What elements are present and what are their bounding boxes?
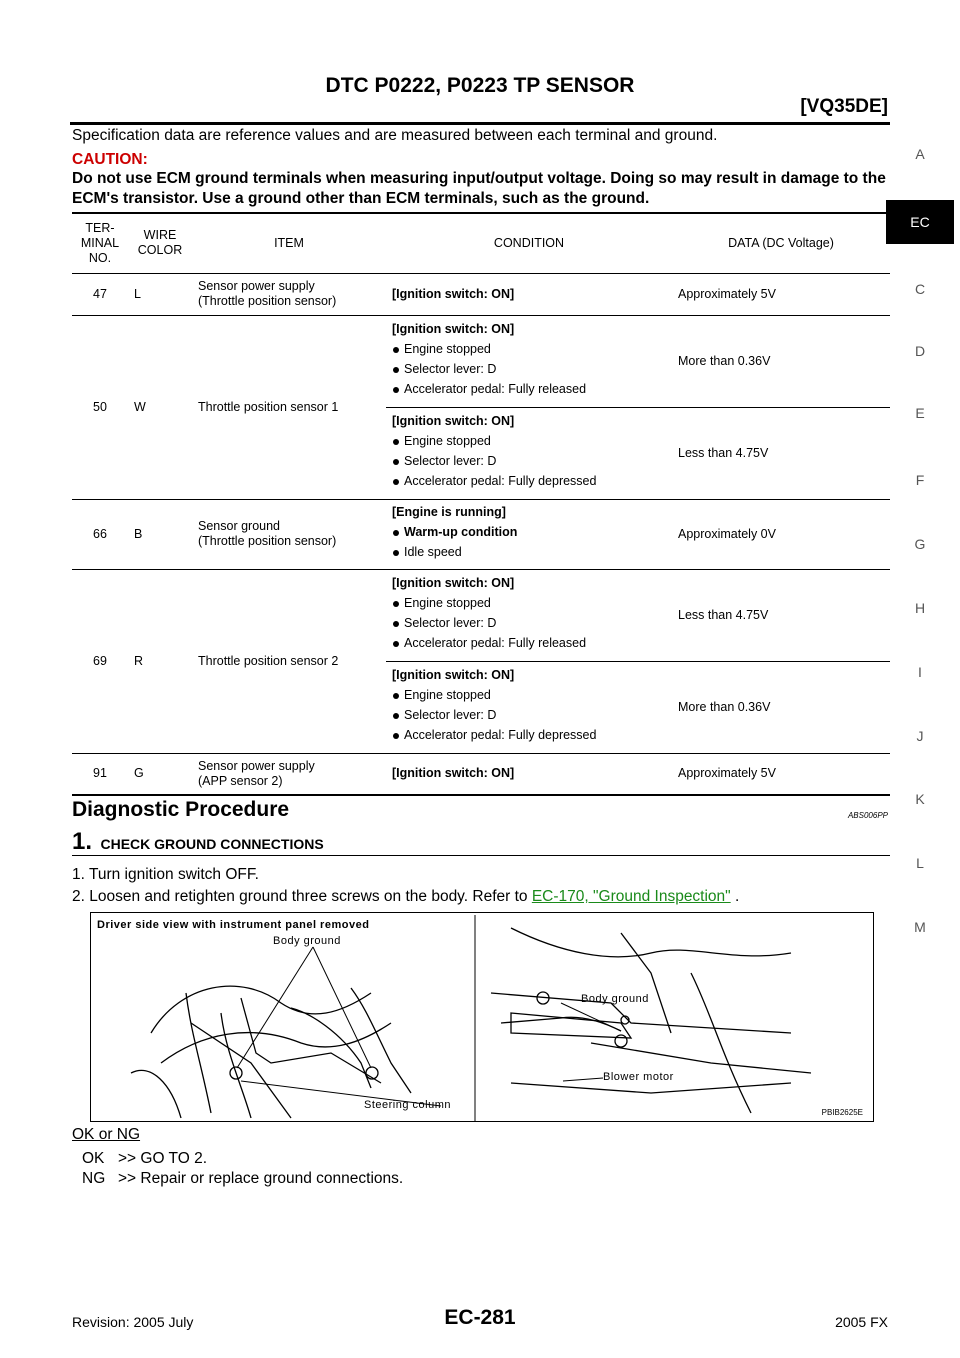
cell-item: Sensor power supply (Throttle position sensor): [192, 273, 386, 315]
result-ok-key: OK: [82, 1150, 105, 1167]
instruction-2-text: 2. Loosen and retighten ground three screws on the body. Refer to: [72, 888, 532, 905]
instruction-1: 1. Turn ignition switch OFF.: [72, 866, 259, 883]
label-body-ground-right: Body ground: [581, 993, 649, 1005]
step-title: CHECK GROUND CONNECTIONS: [100, 836, 324, 852]
cell-terminal: 50: [72, 315, 128, 499]
condition-item: Accelerator pedal: Fully depressed: [392, 473, 666, 490]
cell-condition: [386, 499, 672, 569]
condition-item: Engine stopped: [392, 341, 666, 358]
cell-wire: R: [128, 569, 192, 753]
condition-heading: [Ignition switch: ON]: [392, 322, 515, 336]
table-row: [72, 315, 890, 407]
cell-data: Approximately 0V: [672, 499, 890, 569]
condition-list: [392, 687, 666, 744]
page-title: DTC P0222, P0223 TP SENSOR: [325, 74, 635, 97]
condition-list: [392, 524, 666, 561]
condition-item: Accelerator pedal: Fully released: [392, 635, 666, 652]
index-letter-d[interactable]: D: [914, 343, 926, 359]
footer-revision: Revision: 2005 July: [72, 1314, 194, 1330]
table-header-row: [72, 213, 890, 273]
section-code: ABS006PP: [847, 811, 888, 820]
table-row: [72, 569, 890, 661]
table-row: [72, 753, 890, 795]
label-body-ground-left: Body ground: [273, 935, 341, 947]
index-letter-i[interactable]: I: [918, 664, 922, 680]
index-letter-e[interactable]: E: [915, 405, 925, 421]
caution-label: CAUTION:: [72, 151, 148, 168]
condition-item: Idle speed: [392, 544, 666, 561]
cell-condition: [Ignition switch: ON]: [386, 753, 672, 795]
cell-data: Approximately 5V: [672, 753, 890, 795]
condition-item: Engine stopped: [392, 433, 666, 450]
header-item: ITEM: [192, 213, 386, 273]
result-ng-text: >> Repair or replace ground connections.: [118, 1170, 404, 1187]
index-letter-h[interactable]: H: [914, 600, 926, 616]
step-rule: [72, 855, 890, 856]
condition-list: [392, 595, 666, 652]
result-ng-key: NG: [82, 1170, 106, 1187]
figure-illustration: [91, 913, 874, 1122]
cell-condition: [386, 569, 672, 661]
index-letter-ec[interactable]: EC: [886, 200, 954, 244]
cell-wire: B: [128, 499, 192, 569]
index-letter-a[interactable]: A: [915, 146, 925, 162]
cell-item: Sensor ground (Throttle position sensor): [192, 499, 386, 569]
cell-condition: [386, 407, 672, 499]
section-title: Diagnostic Procedure: [72, 798, 290, 821]
figure-code: PBIB2625E: [821, 1108, 863, 1117]
result-ok-text: >> GO TO 2.: [118, 1150, 208, 1167]
cell-item: Throttle position sensor 1: [192, 315, 386, 499]
table-row: [72, 499, 890, 569]
index-letter-l[interactable]: L: [916, 855, 924, 871]
figure-title: Driver side view with instrument panel removed: [97, 919, 370, 931]
result-ok: [82, 1150, 207, 1168]
cell-terminal: 91: [72, 753, 128, 795]
cell-wire: W: [128, 315, 192, 499]
footer-page-number: EC-281: [444, 1306, 516, 1329]
ok-or-ng-label: OK or NG: [72, 1126, 141, 1143]
index-letter-m[interactable]: M: [914, 919, 926, 935]
ground-inspection-link[interactable]: EC-170, "Ground Inspection": [531, 888, 731, 905]
condition-list: [392, 433, 666, 490]
header-terminal: TER- MINAL NO.: [72, 213, 128, 273]
condition-item: Selector lever: D: [392, 361, 666, 378]
condition-item: Selector lever: D: [392, 615, 666, 632]
cell-wire: L: [128, 273, 192, 315]
label-blower-motor: Blower motor: [603, 1071, 674, 1083]
cell-item: Sensor power supply (APP sensor 2): [192, 753, 386, 795]
condition-heading: [Ignition switch: ON]: [392, 414, 515, 428]
condition-item: Engine stopped: [392, 595, 666, 612]
table-row: [72, 273, 890, 315]
condition-item: Warm-up condition: [392, 524, 666, 541]
condition-item: Selector lever: D: [392, 453, 666, 470]
section-index: [890, 0, 960, 1358]
condition-item: Accelerator pedal: Fully released: [392, 381, 666, 398]
header-condition: CONDITION: [386, 213, 672, 273]
condition-heading: [Ignition switch: ON]: [392, 576, 515, 590]
index-letter-c[interactable]: C: [914, 281, 926, 297]
terminal-spec-table: [72, 212, 890, 796]
header-wire-color: WIRE COLOR: [128, 213, 192, 273]
ground-location-figure: [90, 912, 874, 1122]
cell-terminal: 69: [72, 569, 128, 753]
cell-terminal: 66: [72, 499, 128, 569]
cell-condition: [386, 315, 672, 407]
condition-heading: [Ignition switch: ON]: [392, 668, 515, 682]
cell-item: Throttle position sensor 2: [192, 569, 386, 753]
index-letter-j[interactable]: J: [916, 728, 924, 744]
cell-terminal: 47: [72, 273, 128, 315]
cell-data: Approximately 5V: [672, 273, 890, 315]
step-heading: [72, 828, 324, 856]
spec-note: Specification data are reference values and are measured between each terminal and ground.: [72, 127, 718, 144]
caution-text: Do not use ECM ground terminals when measuring input/output voltage. Doing so may result in damage to the ECM's transistor. Use a ground other than ECM terminals, such as the ground.: [72, 170, 886, 207]
cell-data: More than 0.36V: [672, 315, 890, 407]
condition-item: Engine stopped: [392, 687, 666, 704]
index-letter-g[interactable]: G: [914, 536, 926, 552]
cell-data: More than 0.36V: [672, 661, 890, 753]
label-steering-column: Steering column: [364, 1099, 451, 1111]
instruction-2: [72, 888, 739, 906]
header-rule: [70, 122, 890, 125]
cell-data: Less than 4.75V: [672, 407, 890, 499]
index-letter-f[interactable]: F: [915, 472, 925, 488]
engine-code: [VQ35DE]: [800, 96, 888, 117]
condition-list: [392, 341, 666, 398]
header-data: DATA (DC Voltage): [672, 213, 890, 273]
result-ng: [82, 1170, 403, 1188]
instruction-2-suffix: .: [730, 888, 740, 905]
step-number: 1.: [72, 828, 93, 855]
condition-item: Selector lever: D: [392, 707, 666, 724]
cell-condition: [386, 661, 672, 753]
condition-item: Accelerator pedal: Fully depressed: [392, 727, 666, 744]
cell-condition: [Ignition switch: ON]: [386, 273, 672, 315]
cell-data: Less than 4.75V: [672, 569, 890, 661]
cell-wire: G: [128, 753, 192, 795]
footer-model: 2005 FX: [835, 1314, 888, 1330]
condition-heading: [Engine is running]: [392, 505, 506, 519]
index-letter-k[interactable]: K: [915, 791, 925, 807]
